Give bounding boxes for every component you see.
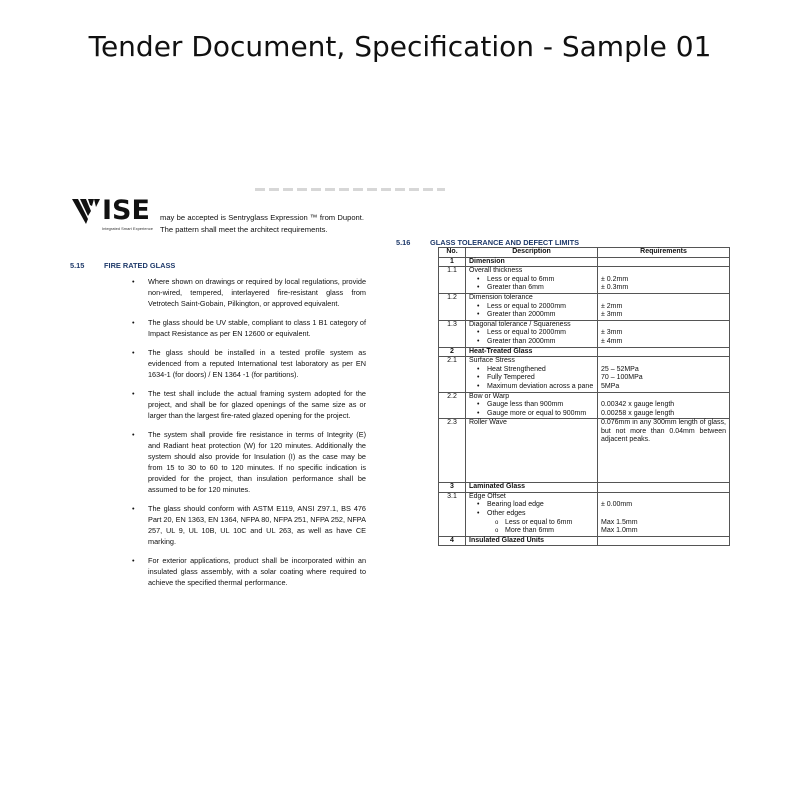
requirement-value: 0.00342 x gauge length xyxy=(601,401,675,409)
requirement-value: ± 0.2mm xyxy=(601,275,629,283)
table-header-row xyxy=(439,248,730,258)
table-group-row xyxy=(439,257,730,267)
group-label: Dimension xyxy=(466,257,598,267)
description-subitem: o More than 6mm xyxy=(469,527,594,536)
table-row xyxy=(439,320,730,347)
description-item: • Less or equal to 2000mm xyxy=(469,329,594,338)
row-number: 1.2 xyxy=(439,293,466,320)
row-number: 2 xyxy=(439,347,466,357)
requirement-cell xyxy=(598,357,730,392)
section-heading-5-16 xyxy=(396,238,579,247)
logo-tagline: Integrated Smart Experience xyxy=(102,226,153,231)
row-number: 1.1 xyxy=(439,267,466,294)
description-item: • Heat Strengthened xyxy=(469,366,594,375)
table-group-row xyxy=(439,536,730,546)
description-label: Diagonal tolerance / Squareness xyxy=(469,320,571,328)
requirement-cell xyxy=(598,492,730,536)
description-item: • Greater than 2000mm xyxy=(469,311,594,320)
requirement-value: ± 3mm xyxy=(601,311,623,319)
list-item: • The glass should be installed in a tested profile system as evidenced from a reputed International test laboratory as per EN 1634-1 (for doors) / EN 1364 -1 (for partitions). xyxy=(132,347,366,380)
requirement-value: 0.076mm in any 300mm length of glass, but not more than 0.04mm between adjacent peaks. xyxy=(598,419,730,483)
row-number: 2.3 xyxy=(439,419,466,483)
requirement-value: Max 1.0mm xyxy=(601,527,638,535)
table-row xyxy=(439,357,730,392)
section-number: 5.16 xyxy=(396,238,411,247)
requirement-cell xyxy=(598,392,730,419)
section-title: GLASS TOLERANCE AND DEFECT LIMITS xyxy=(430,238,580,247)
table-row xyxy=(439,267,730,294)
requirement-value: 70 – 100MPa xyxy=(601,374,643,382)
requirement-value: 0.00258 x gauge length xyxy=(601,409,675,417)
description-item: • Greater than 6mm xyxy=(469,284,594,293)
requirement-value: ± 4mm xyxy=(601,337,623,345)
requirement-value: ± 0.00mm xyxy=(601,501,633,509)
requirement-value: Max 1.5mm xyxy=(601,518,638,526)
table-row xyxy=(439,392,730,419)
description-cell xyxy=(466,492,598,536)
description-item: • Gauge less than 900mm xyxy=(469,401,594,410)
description-cell xyxy=(466,320,598,347)
requirement-cell xyxy=(598,267,730,294)
list-item: • The glass should conform with ASTM E119, ANSI Z97.1, BS 476 Part 20, EN 1363, EN 1364, NFPA 80, NFPA 251, NFPA 252, NFPA 257, UL 9, UL 10B, UL 10C and UL 263, as well as have CE marking. xyxy=(132,503,366,547)
description-label: Overall thickness xyxy=(469,267,523,275)
section-heading-5-15 xyxy=(70,261,175,270)
description-cell xyxy=(466,293,598,320)
requirement-value: 5MPa xyxy=(601,382,620,390)
description-item: • Bearing load edge xyxy=(469,501,594,510)
requirement-value: ± 0.3mm xyxy=(601,284,629,292)
group-label: Insulated Glazed Units xyxy=(466,536,598,546)
requirement-cell xyxy=(598,320,730,347)
list-item: • For exterior applications, product shall be incorporated within an insulated glass assembly, with a solar coating where required to achieve the specified thermal performance. xyxy=(132,555,366,588)
row-number: 3 xyxy=(439,483,466,493)
table-row xyxy=(439,492,730,536)
row-number: 3.1 xyxy=(439,492,466,536)
column-header: Requirements xyxy=(598,248,730,258)
description-label: Bow or Warp xyxy=(469,392,510,400)
list-item: • The test shall include the actual framing system adopted for the project, and shall be for glazed openings of the same size as or larger than the largest fire-rated glazed opening for the project. xyxy=(132,388,366,421)
faded-header-text xyxy=(255,188,445,191)
description-label: Dimension tolerance xyxy=(469,293,533,301)
list-item: • The glass should be UV stable, compliant to class 1 B1 category of Impact Resistance as per EN 12600 or equivalent. xyxy=(132,317,366,339)
list-item: • Where shown on drawings or required by local regulations, provide non-wired, tempered, interlayered fire-resistant glass from Vetrotech Saint-Gobain, Pilkington, or approved equivalent. xyxy=(132,276,366,309)
group-label: Heat-Treated Glass xyxy=(466,347,598,357)
table-row xyxy=(439,293,730,320)
description-item: • Other edges xyxy=(469,510,594,519)
intro-paragraph: may be accepted is Sentryglass Expression ™ from Dupont. The pattern shall meet the architect requirements. xyxy=(160,213,364,234)
tolerance-table xyxy=(438,247,730,546)
description-cell xyxy=(466,357,598,392)
requirement-value: ± 3mm xyxy=(601,329,623,337)
table-row xyxy=(439,419,730,483)
page-title: Tender Document, Specification - Sample 01 xyxy=(88,30,712,63)
description-item: • Less or equal to 6mm xyxy=(469,276,594,285)
logo-chevron-icon xyxy=(72,197,100,227)
row-number: 2.2 xyxy=(439,392,466,419)
row-number: 1.3 xyxy=(439,320,466,347)
description-label: Surface Stress xyxy=(469,357,515,365)
description-subitem: o Less or equal to 6mm xyxy=(469,519,594,528)
row-number: 2.1 xyxy=(439,357,466,392)
description-cell xyxy=(466,267,598,294)
list-item: • The system shall provide fire resistance in terms of Integrity (E) and Radiant heat protection (W) for 120 minutes. Additionally the system should also provide for Insulation (I) as the case may be from 15 to 30 to 60 to 120 minutes. If no specific indication is provided for the project, than insulation performance shall be assumed to be for 120 minutes. xyxy=(132,429,366,495)
fire-rated-glass-list xyxy=(132,276,366,596)
requirement-cell xyxy=(598,293,730,320)
section-title: FIRE RATED GLASS xyxy=(104,261,176,270)
requirement-value: 25 – 52MPa xyxy=(601,365,639,373)
column-header: No. xyxy=(439,248,466,258)
description-item: • Less or equal to 2000mm xyxy=(469,303,594,312)
table-group-row xyxy=(439,347,730,357)
description-item: • Fully Tempered xyxy=(469,374,594,383)
row-number: 1 xyxy=(439,257,466,267)
ise-logo xyxy=(72,197,152,233)
requirement-value: ± 2mm xyxy=(601,302,623,310)
description-item: • Maximum deviation across a pane xyxy=(469,383,594,392)
description-cell xyxy=(466,392,598,419)
description-item: • Gauge more or equal to 900mm xyxy=(469,410,594,419)
table-group-row xyxy=(439,483,730,493)
description-label: Edge Offset xyxy=(469,492,506,500)
logo-wordmark: ISE xyxy=(102,195,150,226)
group-label: Laminated Glass xyxy=(466,483,598,493)
column-header: Description xyxy=(466,248,598,258)
description-label: Roller Wave xyxy=(466,419,598,483)
description-item: • Greater than 2000mm xyxy=(469,338,594,347)
row-number: 4 xyxy=(439,536,466,546)
section-number: 5.15 xyxy=(70,261,85,270)
